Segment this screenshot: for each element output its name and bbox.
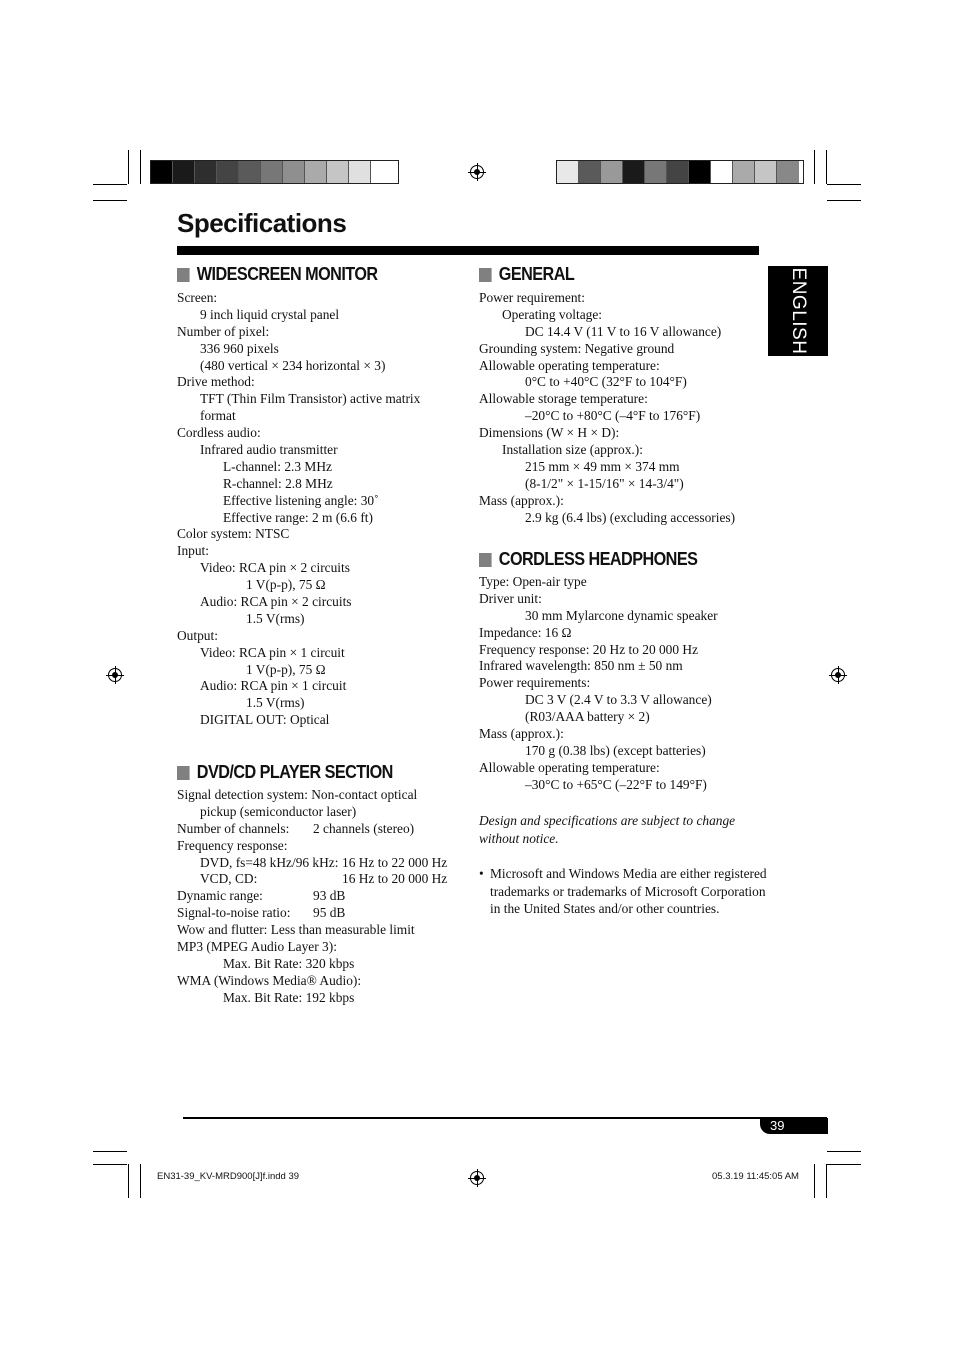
color-swatch [601,161,623,183]
crop-mark [93,200,127,201]
spec-line: Effective listening angle: 30˚ [223,492,379,508]
grayscale-color-bar-left [150,160,399,184]
color-swatch [667,161,689,183]
spec-line: Video: RCA pin × 1 circuit [200,644,345,660]
color-swatch [371,161,393,183]
spec-line: 1 V(p-p), 75 Ω [246,661,326,677]
bullet-icon: • [479,866,484,881]
heading-square-icon [479,268,492,282]
registration-mark-icon [470,165,484,179]
trademark-text: Microsoft and Windows Media are either registered trademarks or trademarks of Microsoft Corporation in the United States and/or other countries. [490,866,767,916]
trademark-bullet [479,865,769,918]
color-swatch [305,161,327,183]
crop-mark [93,184,127,185]
spec-line: Operating voltage: [502,306,603,322]
section-heading-headphones [479,549,697,570]
heading-text: GENERAL [498,264,575,284]
spec-line: Wow and flutter: Less than measurable limit [177,922,415,938]
color-swatch [733,161,755,183]
spec-line: –30°C to +65°C (–22°F to 149°F) [525,776,707,792]
spec-value: 93 dB [313,888,346,904]
crop-mark [93,1151,127,1152]
color-swatch [645,161,667,183]
crop-mark [827,1164,861,1165]
spec-label: VCD, CD: [200,871,258,887]
spec-line: WMA (Windows Media® Audio): [177,972,362,988]
spec-line: DC 3 V (2.4 V to 3.3 V allowance) [525,692,712,708]
spec-line: (480 vertical × 234 horizontal × 3) [200,357,386,373]
spec-label: Dynamic range: [177,888,263,904]
spec-line: Cordless audio: [177,425,261,441]
language-tab-label: ENGLISH [788,267,809,355]
crop-mark [128,150,129,184]
crop-mark [826,150,827,184]
color-swatch [261,161,283,183]
spec-value: 95 dB [313,905,346,921]
general-specs [479,290,735,526]
page-title: Specifications [177,208,347,238]
spec-line: –20°C to +80°C (–4°F to 176°F) [525,408,701,424]
color-swatch [239,161,261,183]
section-heading-general [479,264,574,285]
spec-label: Signal-to-noise ratio: [177,905,291,921]
spec-line: Max. Bit Rate: 320 kbps [223,955,355,971]
heading-text: WIDESCREEN MONITOR [196,264,378,284]
spec-line: (8-1/2" × 1-15/16" × 14-3/4") [525,475,684,491]
spec-line: (R03/AAA battery × 2) [525,709,650,725]
spec-line: R-channel: 2.8 MHz [223,475,333,491]
color-swatch [195,161,217,183]
spec-line: 9 inch liquid crystal panel [200,306,340,322]
heading-square-icon [479,553,492,567]
spec-line: Audio: RCA pin × 1 circuit [200,678,347,694]
color-swatch [327,161,349,183]
spec-line: Input: [177,543,209,559]
spec-line: Mass (approx.): [479,492,564,508]
spec-line: Effective range: 2 m (6.6 ft) [223,509,373,525]
dvd-specs [177,787,447,1007]
footer-file-info: EN31-39_KV-MRD900[J]f.indd 39 [157,1171,300,1182]
spec-line: Signal detection system: Non-contact optical [177,787,418,802]
spec-line: Frequency response: [177,837,288,853]
spec-line: 0°C to +40°C (32°F to 104°F) [525,374,687,390]
language-tab [768,266,828,356]
spec-value: 2 channels (stereo) [313,820,415,836]
section-heading-widescreen [177,264,378,285]
title-rule [177,246,759,255]
widescreen-specs [177,290,420,729]
spec-line: Allowable storage temperature: [479,391,648,407]
registration-mark-icon [470,1171,484,1185]
spec-line: Installation size (approx.): [502,442,643,458]
spec-line: 30 mm Mylarcone dynamic speaker [525,607,718,623]
spec-line: MP3 (MPEG Audio Layer 3): [177,939,337,955]
spec-line: Grounding system: Negative ground [479,340,675,356]
color-swatch [151,161,173,183]
crop-mark [140,1164,141,1198]
crop-mark [827,184,861,185]
spec-line: TFT (Thin Film Transistor) active matrix [200,391,421,407]
color-swatch [689,161,711,183]
crop-mark [827,1151,861,1152]
spec-line: Video: RCA pin × 2 circuits [200,560,350,576]
spec-line: pickup (semiconductor laser) [200,803,357,819]
spec-line: 170 g (0.38 lbs) (except batteries) [525,742,706,758]
color-swatch [217,161,239,183]
section-heading-dvd [177,762,393,783]
heading-text: DVD/CD PLAYER SECTION [196,762,393,782]
color-swatch [173,161,195,183]
spec-line: Output: [177,627,218,643]
footer-timestamp: 05.3.19 11:45:05 AM [712,1171,799,1182]
spec-line: Allowable operating temperature: [479,357,660,373]
spec-line: Dimensions (W × H × D): [479,425,620,441]
crop-mark [814,150,815,184]
spec-line: Number of pixel: [177,323,270,339]
spec-line: 1.5 V(rms) [246,610,305,626]
spec-line: 336 960 pixels [200,340,279,356]
registration-mark-icon [831,668,845,682]
color-swatch [777,161,799,183]
crop-mark [140,150,141,184]
spec-line: Power requirements: [479,675,591,691]
spec-line: Impedance: 16 Ω [479,624,572,640]
spec-line: Color system: NTSC [177,526,290,542]
crop-mark [93,1164,127,1165]
spec-line: DIGITAL OUT: Optical [200,712,330,728]
crop-mark [128,1164,129,1198]
spec-label: DVD, fs=48 kHz/96 kHz: [200,854,339,870]
spec-line: Frequency response: 20 Hz to 20 000 Hz [479,641,699,657]
spec-line: Max. Bit Rate: 192 kbps [223,989,355,1005]
spec-line: Audio: RCA pin × 2 circuits [200,594,352,610]
spec-line: Screen: [177,290,218,305]
color-swatch [579,161,601,183]
crop-mark [826,1164,827,1198]
spec-line: 2.9 kg (6.4 lbs) (excluding accessories) [525,509,736,525]
grayscale-color-bar-right [556,160,804,184]
registration-mark-icon [108,668,122,682]
spec-line: Allowable operating temperature: [479,759,660,775]
headphones-specs [479,574,718,794]
spec-line: Drive method: [177,374,255,390]
color-swatch [283,161,305,183]
spec-line: 1 V(p-p), 75 Ω [246,577,326,593]
heading-square-icon [177,268,190,282]
spec-line: DC 14.4 V (11 V to 16 V allowance) [525,323,722,339]
heading-square-icon [177,766,190,780]
spec-line: L-channel: 2.3 MHz [223,458,332,474]
footer-rule [183,1117,827,1119]
crop-mark [814,1164,815,1198]
spec-line: Type: Open-air type [479,574,587,589]
spec-line: 215 mm × 49 mm × 374 mm [525,458,680,474]
spec-line: Mass (approx.): [479,726,564,742]
color-swatch [623,161,645,183]
crop-mark [827,200,861,201]
spec-line: format [200,408,236,424]
spec-line: Driver unit: [479,590,542,606]
spec-line: Infrared audio transmitter [200,442,338,458]
color-swatch [349,161,371,183]
color-swatch [755,161,777,183]
specifications-note: Design and specifications are subject to change without notice. [479,813,736,846]
spec-line: Power requirement: [479,290,585,305]
spec-value: 16 Hz to 22 000 Hz [342,854,448,870]
heading-text: CORDLESS HEADPHONES [498,549,698,569]
page-number: 39 [760,1118,828,1134]
spec-line: Infrared wavelength: 850 nm ± 50 nm [479,658,683,674]
color-swatch [557,161,579,183]
spec-line: 1.5 V(rms) [246,695,305,711]
spec-value: 16 Hz to 20 000 Hz [342,871,448,887]
spec-label: Number of channels: [177,820,290,836]
color-swatch [711,161,733,183]
